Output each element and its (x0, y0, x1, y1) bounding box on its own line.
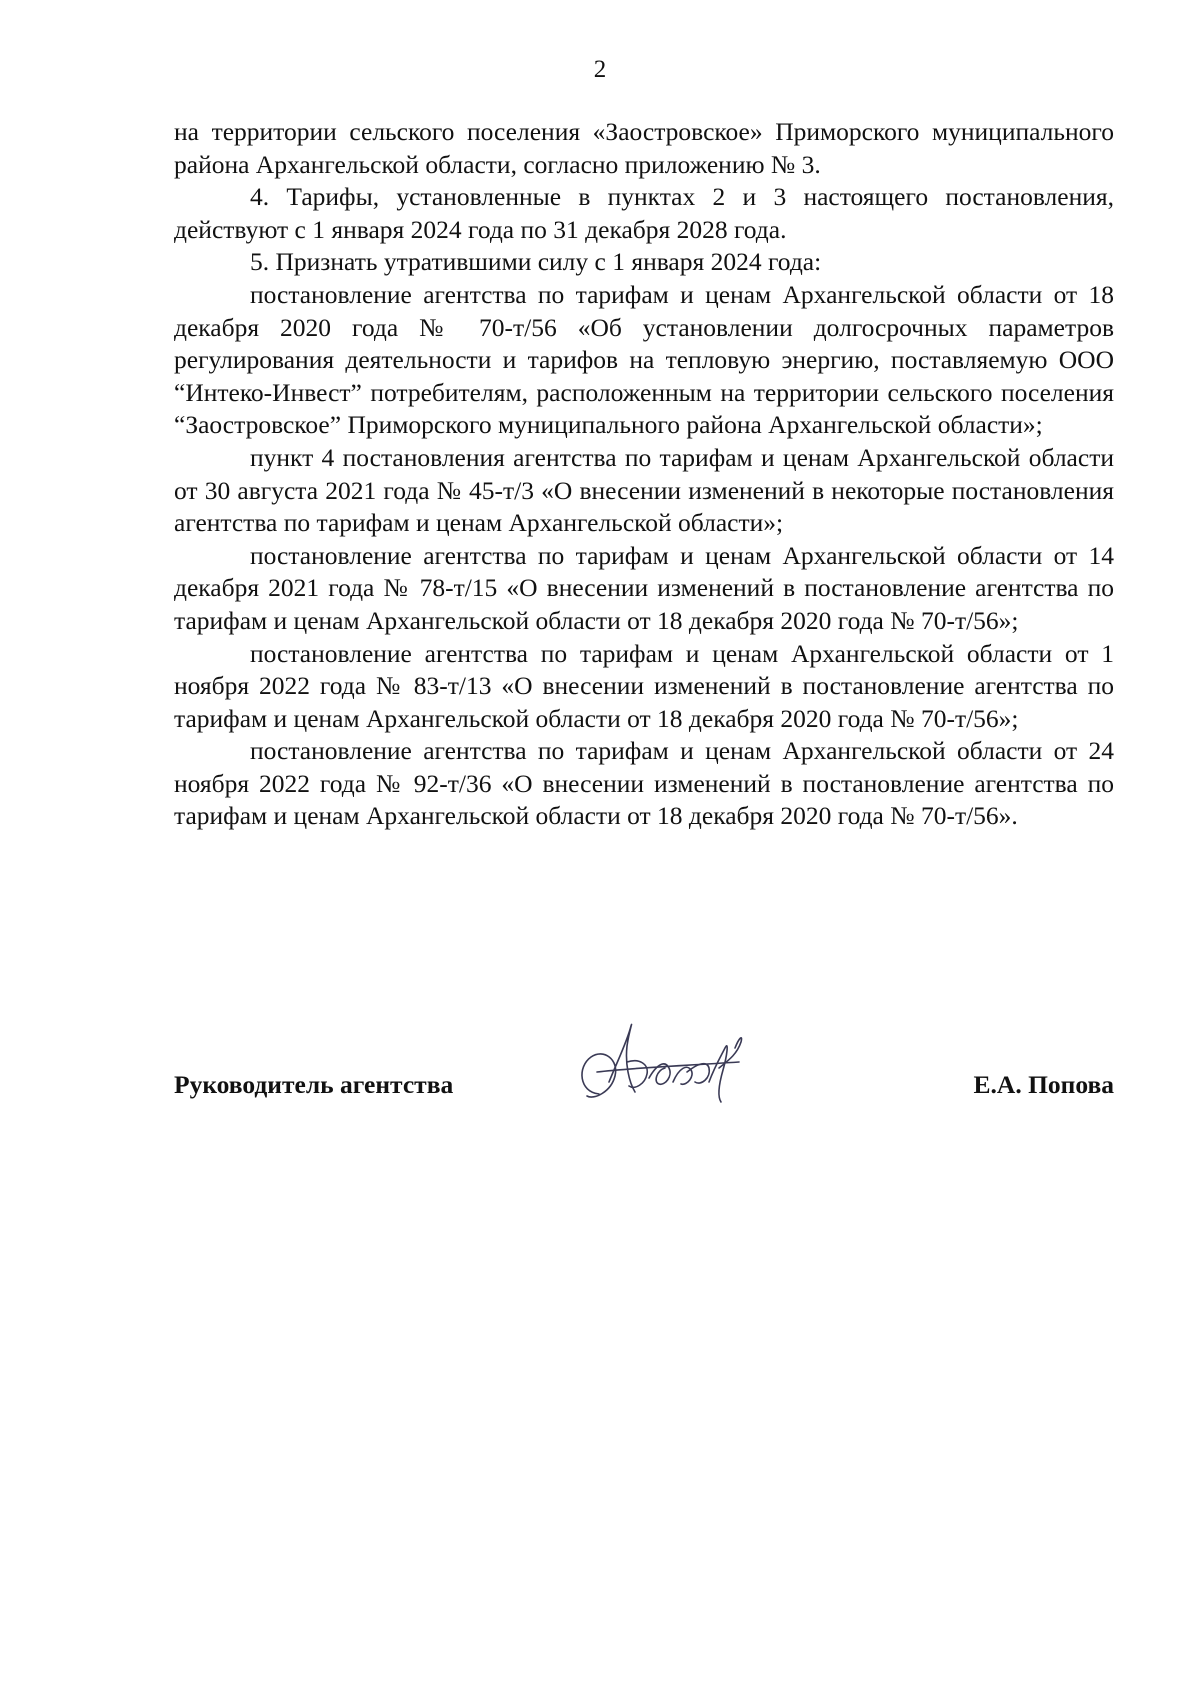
handwritten-signature (569, 1012, 769, 1112)
signatory-title: Руководитель агентства (174, 1070, 454, 1099)
repealed-act-2: пункт 4 постановления агентства по тарифам и ценам Архангельской области от 30 августа 2021 года № 45-т/3 «О внесении изменений в некоторые постановления агентства по тарифам и ценам Архангельской области»; (174, 442, 1114, 538)
repealed-act-1: постановление агентства по тарифам и ценам Архангельской области от 18 декабря 2020 года № 70-т/56 «Об установлении долгосрочных параметров регулирования деятельности и тарифов на тепловую энергию, поставляемую ООО “Интеко-Инвест” потребителям, расположенным на территории сельского поселения “Заостровское” Приморского муниципального района Архангельской области»; (174, 279, 1114, 440)
signature-block (174, 1050, 1114, 1110)
repealed-act-4: постановление агентства по тарифам и ценам Архангельской области от 1 ноября 2022 года № 83-т/13 «О внесении изменений в постановление агентства по тарифам и ценам Архангельской области от 18 декабря 2020 года № 70-т/56»; (174, 638, 1114, 733)
repealed-act-5: постановление агентства по тарифам и ценам Архангельской области от 24 ноября 2022 года № 92-т/36 «О внесении изменений в постановление агентства по тарифам и ценам Архангельской области от 18 декабря 2020 года № 70-т/56». (174, 736, 1114, 831)
paragraph-item-5: 5. Признать утратившими силу с 1 января 2024 года: (250, 247, 822, 277)
document-body (174, 116, 1114, 833)
paragraph-continuation: на территории сельского поселения «Заостровское» Приморского муниципального района Архангельской области, согласно приложению № 3. (174, 117, 1114, 179)
signatory-name: Е.А. Попова (973, 1070, 1114, 1099)
paragraph-item-4: 4. Тарифы, установленные в пунктах 2 и 3 настоящего постановления, действуют с 1 января 2024 года по 31 декабря 2028 года. (174, 182, 1114, 244)
page-number: 2 (593, 56, 607, 83)
repealed-act-3: постановление агентства по тарифам и ценам Архангельской области от 14 декабря 2021 года № 78-т/15 «О внесении изменений в постановление агентства по тарифам и ценам Архангельской области от 18 декабря 2020 года № 70-т/56»; (174, 540, 1114, 635)
